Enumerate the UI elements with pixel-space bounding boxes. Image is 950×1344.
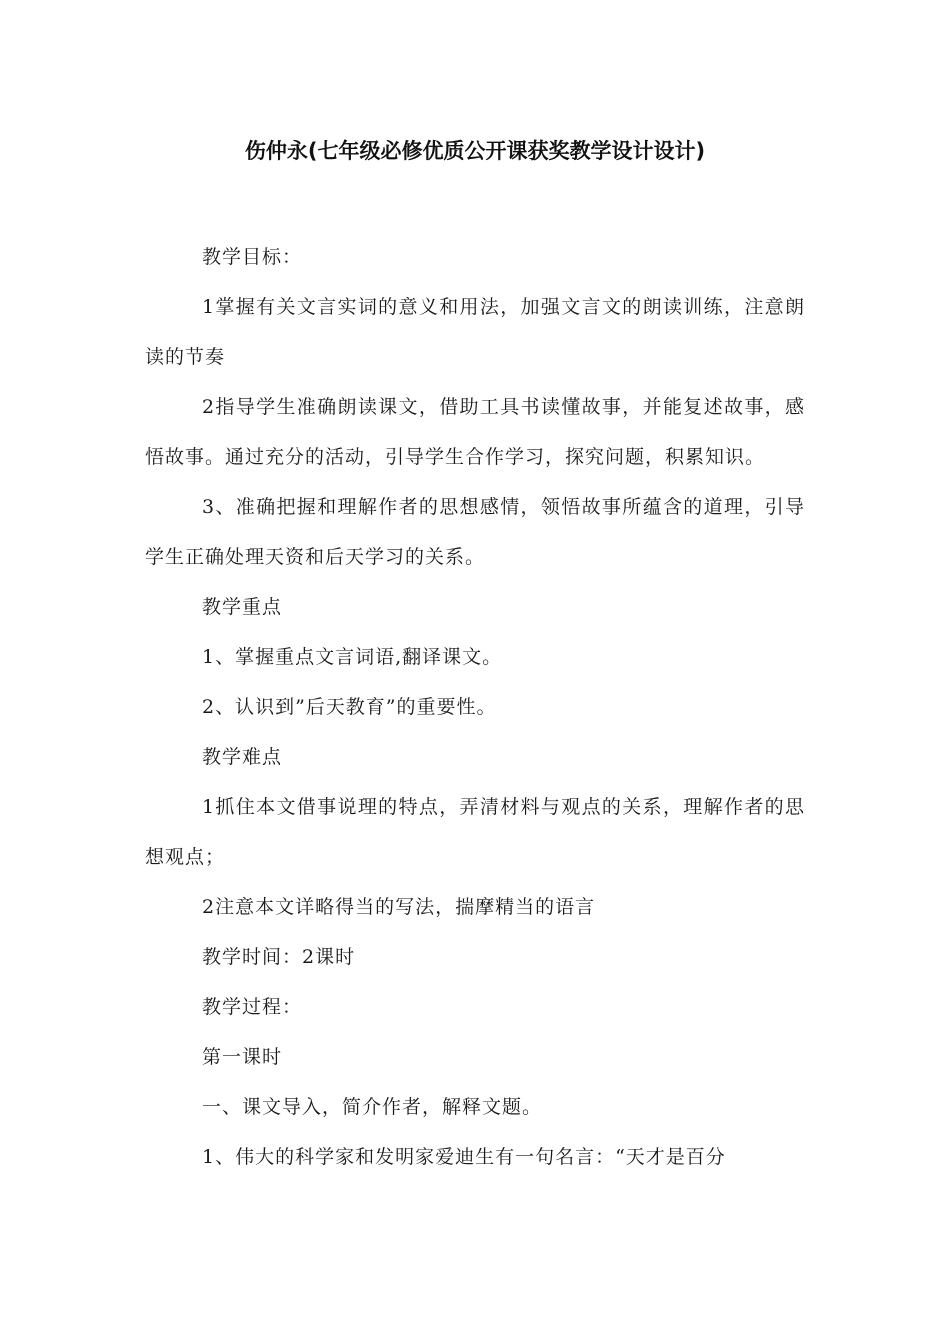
paragraph-objectives-heading: 教学目标： xyxy=(202,246,303,268)
paragraph-objective-1: 1掌握有关文言实词的意义和用法，加强文言文的朗读训练，注意朗读的节奏 xyxy=(145,296,805,368)
paragraph-key-point-2: 2、认识到”后天教育”的重要性。 xyxy=(202,696,497,718)
paragraph-first-lesson: 第一课时 xyxy=(202,1046,283,1068)
paragraph-key-points-heading: 教学重点 xyxy=(202,596,283,618)
paragraph-teaching-time: 教学时间：2课时 xyxy=(202,946,356,968)
paragraph-difficulty-1: 1抓住本文借事说理的特点，弄清材料与观点的关系，理解作者的思想观点； xyxy=(145,796,805,868)
document-title: 伤仲永(七年级必修优质公开课获奖教学设计设计) xyxy=(244,139,706,163)
paragraph-objective-2: 2指导学生准确朗读课文，借助工具书读懂故事，并能复述故事，感悟故事。通过充分的活动，引导学生合作学习，探究问题，积累知识。 xyxy=(145,396,805,468)
paragraph-section-one: 一、课文导入，简介作者，解释文题。 xyxy=(202,1096,543,1118)
paragraph-objective-3: 3、准确把握和理解作者的思想感情，领悟故事所蕴含的道理，引导学生正确处理天资和后天学习的关系。 xyxy=(145,496,805,568)
paragraph-key-point-1: 1、掌握重点文言词语,翻译课文。 xyxy=(202,646,503,668)
paragraph-process-heading: 教学过程： xyxy=(202,996,303,1018)
paragraph-edison-quote: 1、伟大的科学家和发明家爱迪生有一句名言：“天才是百分 xyxy=(202,1146,726,1168)
paragraph-difficulties-heading: 教学难点 xyxy=(202,746,283,768)
paragraph-difficulty-2: 2注意本文详略得当的写法，揣摩精当的语言 xyxy=(202,896,596,918)
document-body xyxy=(145,232,805,1182)
